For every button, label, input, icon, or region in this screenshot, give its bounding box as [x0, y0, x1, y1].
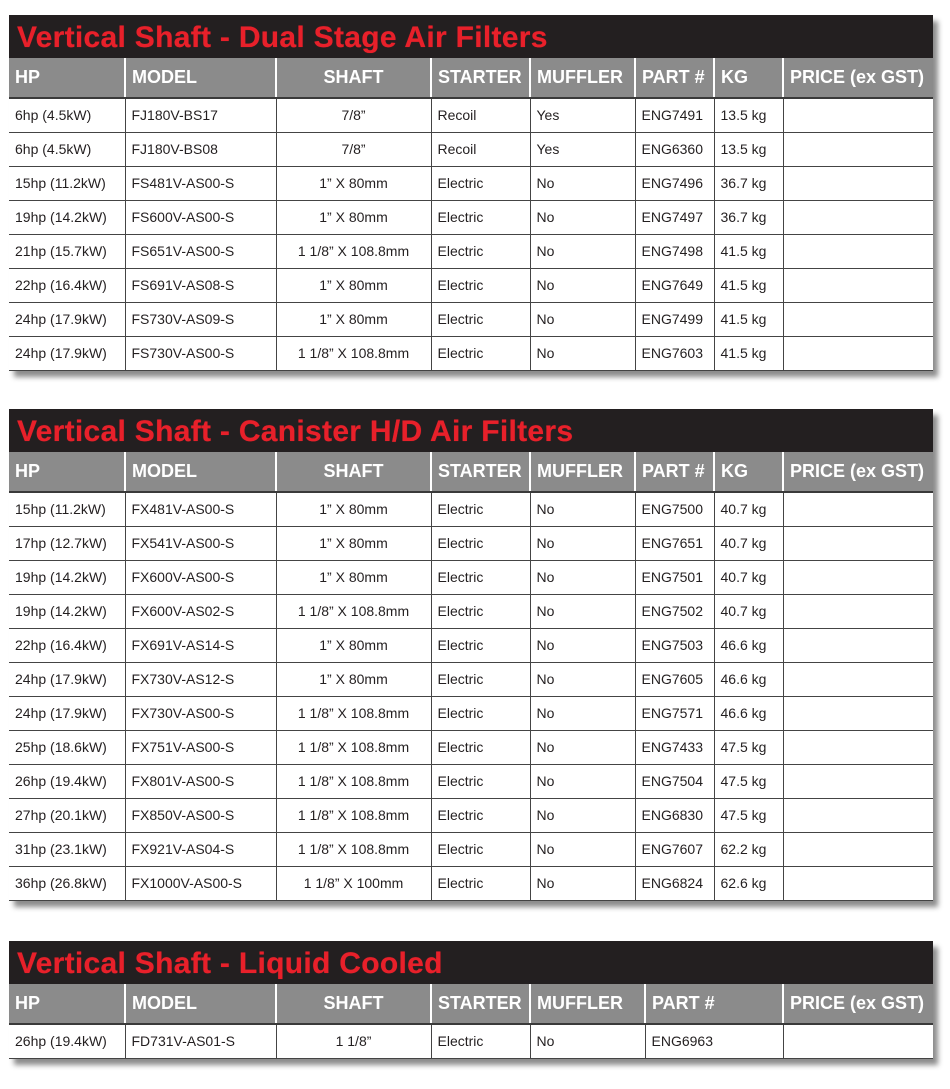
cell-model: FS600V-AS00-S — [125, 200, 276, 234]
cell-shaft: 1 1/8” X 108.8mm — [276, 594, 431, 628]
cell-hp: 31hp (23.1kW) — [9, 832, 125, 866]
cell-kg: 47.5 kg — [714, 764, 783, 798]
cell-model: FS481V-AS00-S — [125, 166, 276, 200]
table-row — [9, 594, 933, 628]
header-row — [9, 58, 933, 98]
cell-model: FX751V-AS00-S — [125, 730, 276, 764]
cell-price — [783, 764, 933, 798]
cell-shaft: 1” X 80mm — [276, 662, 431, 696]
cell-hp: 36hp (26.8kW) — [9, 866, 125, 900]
cell-kg: 40.7 kg — [714, 492, 783, 526]
cell-muffler: No — [530, 560, 635, 594]
cell-hp: 6hp (4.5kW) — [9, 98, 125, 132]
cell-model: FS730V-AS00-S — [125, 336, 276, 370]
header-price: PRICE (ex GST) — [783, 58, 933, 98]
cell-shaft: 1” X 80mm — [276, 200, 431, 234]
price-table — [9, 984, 933, 1059]
cell-hp: 17hp (12.7kW) — [9, 526, 125, 560]
cell-shaft: 1 1/8” X 100mm — [276, 866, 431, 900]
header-starter: STARTER — [431, 58, 530, 98]
header-part: PART # — [635, 58, 714, 98]
cell-model: FX921V-AS04-S — [125, 832, 276, 866]
header-hp: HP — [9, 58, 125, 98]
cell-price — [783, 234, 933, 268]
header-muffler: MUFFLER — [530, 58, 635, 98]
cell-shaft: 7/8” — [276, 132, 431, 166]
cell-price — [783, 336, 933, 370]
cell-starter: Electric — [431, 200, 530, 234]
cell-kg: 36.7 kg — [714, 200, 783, 234]
section-dual-stage — [9, 15, 933, 371]
cell-starter: Electric — [431, 730, 530, 764]
header-muffler: MUFFLER — [530, 452, 635, 492]
cell-muffler: No — [530, 832, 635, 866]
cell-starter: Electric — [431, 336, 530, 370]
cell-price — [783, 628, 933, 662]
cell-model: FX801V-AS00-S — [125, 764, 276, 798]
cell-hp: 6hp (4.5kW) — [9, 132, 125, 166]
cell-kg: 13.5 kg — [714, 132, 783, 166]
cell-price — [783, 268, 933, 302]
cell-part: ENG7501 — [635, 560, 714, 594]
section-title: Vertical Shaft - Liquid Cooled — [17, 947, 443, 980]
cell-starter: Electric — [431, 234, 530, 268]
cell-kg: 13.5 kg — [714, 98, 783, 132]
cell-muffler: No — [530, 302, 635, 336]
cell-hp: 24hp (17.9kW) — [9, 662, 125, 696]
header-kg: KG — [714, 452, 783, 492]
cell-kg: 41.5 kg — [714, 234, 783, 268]
cell-kg: 36.7 kg — [714, 166, 783, 200]
cell-starter: Electric — [431, 302, 530, 336]
cell-shaft: 1 1/8” X 108.8mm — [276, 832, 431, 866]
cell-part: ENG7496 — [635, 166, 714, 200]
cell-price — [783, 662, 933, 696]
cell-shaft: 1” X 80mm — [276, 628, 431, 662]
cell-starter: Electric — [431, 662, 530, 696]
price-table — [9, 452, 933, 901]
cell-part: ENG7491 — [635, 98, 714, 132]
table-row — [9, 628, 933, 662]
cell-muffler: No — [530, 594, 635, 628]
cell-muffler: No — [530, 628, 635, 662]
cell-model: FX730V-AS12-S — [125, 662, 276, 696]
cell-kg: 41.5 kg — [714, 336, 783, 370]
cell-price — [783, 696, 933, 730]
cell-starter: Electric — [431, 166, 530, 200]
cell-part: ENG7500 — [635, 492, 714, 526]
cell-starter: Electric — [431, 560, 530, 594]
cell-muffler: No — [530, 696, 635, 730]
table-row — [9, 696, 933, 730]
header-hp: HP — [9, 452, 125, 492]
cell-model: FJ180V-BS17 — [125, 98, 276, 132]
cell-shaft: 1” X 80mm — [276, 268, 431, 302]
table-row — [9, 234, 933, 268]
cell-shaft: 1 1/8” X 108.8mm — [276, 234, 431, 268]
cell-part: ENG7603 — [635, 336, 714, 370]
cell-starter: Recoil — [431, 132, 530, 166]
table-row — [9, 526, 933, 560]
table-row — [9, 98, 933, 132]
cell-part: ENG6824 — [635, 866, 714, 900]
cell-hp: 22hp (16.4kW) — [9, 628, 125, 662]
cell-kg: 40.7 kg — [714, 560, 783, 594]
header-starter: STARTER — [431, 452, 530, 492]
header-shaft: SHAFT — [276, 58, 431, 98]
cell-shaft: 1” X 80mm — [276, 492, 431, 526]
cell-muffler: No — [530, 166, 635, 200]
table-row — [9, 798, 933, 832]
cell-kg: 40.7 kg — [714, 594, 783, 628]
table-row — [9, 866, 933, 900]
cell-muffler: No — [530, 662, 635, 696]
header-row — [9, 984, 933, 1024]
cell-model: FX481V-AS00-S — [125, 492, 276, 526]
cell-part: ENG7503 — [635, 628, 714, 662]
cell-muffler: No — [530, 336, 635, 370]
header-shaft: SHAFT — [276, 452, 431, 492]
cell-part: ENG7651 — [635, 526, 714, 560]
cell-muffler: No — [530, 526, 635, 560]
cell-price — [783, 866, 933, 900]
table-row — [9, 166, 933, 200]
cell-hp: 15hp (11.2kW) — [9, 166, 125, 200]
header-part: PART # — [645, 984, 783, 1024]
price-table — [9, 58, 933, 371]
cell-hp: 15hp (11.2kW) — [9, 492, 125, 526]
cell-hp: 22hp (16.4kW) — [9, 268, 125, 302]
cell-part: ENG7498 — [635, 234, 714, 268]
cell-starter: Electric — [431, 492, 530, 526]
cell-model: FS730V-AS09-S — [125, 302, 276, 336]
cell-kg: 40.7 kg — [714, 526, 783, 560]
table-row — [9, 492, 933, 526]
section-liquid-cooled — [9, 941, 933, 1059]
table-row — [9, 560, 933, 594]
cell-model: FX600V-AS00-S — [125, 560, 276, 594]
header-shaft: SHAFT — [276, 984, 431, 1024]
header-muffler: MUFFLER — [530, 984, 645, 1024]
cell-kg: 46.6 kg — [714, 662, 783, 696]
cell-price — [783, 526, 933, 560]
cell-muffler: No — [530, 730, 635, 764]
cell-price — [783, 1024, 933, 1058]
cell-model: FX1000V-AS00-S — [125, 866, 276, 900]
table-row — [9, 302, 933, 336]
cell-starter: Electric — [431, 696, 530, 730]
cell-kg: 46.6 kg — [714, 696, 783, 730]
header-price: PRICE (ex GST) — [783, 984, 933, 1024]
cell-part: ENG6830 — [635, 798, 714, 832]
cell-hp: 24hp (17.9kW) — [9, 336, 125, 370]
cell-muffler: No — [530, 866, 635, 900]
table-row — [9, 268, 933, 302]
cell-hp: 26hp (19.4kW) — [9, 764, 125, 798]
cell-starter: Electric — [431, 832, 530, 866]
section-title-bar — [9, 15, 933, 58]
cell-kg: 47.5 kg — [714, 798, 783, 832]
cell-part: ENG7499 — [635, 302, 714, 336]
cell-model: FX691V-AS14-S — [125, 628, 276, 662]
cell-price — [783, 302, 933, 336]
cell-muffler: No — [530, 798, 635, 832]
cell-starter: Electric — [431, 764, 530, 798]
cell-part: ENG7502 — [635, 594, 714, 628]
cell-muffler: No — [530, 268, 635, 302]
cell-part: ENG6360 — [635, 132, 714, 166]
cell-shaft: 1 1/8” X 108.8mm — [276, 798, 431, 832]
cell-model: FJ180V-BS08 — [125, 132, 276, 166]
cell-starter: Recoil — [431, 98, 530, 132]
cell-price — [783, 832, 933, 866]
table-row — [9, 764, 933, 798]
cell-muffler: No — [530, 234, 635, 268]
cell-price — [783, 98, 933, 132]
cell-part: ENG7607 — [635, 832, 714, 866]
header-row — [9, 452, 933, 492]
cell-model: FD731V-AS01-S — [125, 1024, 276, 1058]
cell-part: ENG7649 — [635, 268, 714, 302]
header-kg: KG — [714, 58, 783, 98]
cell-hp: 24hp (17.9kW) — [9, 302, 125, 336]
header-part: PART # — [635, 452, 714, 492]
cell-hp: 21hp (15.7kW) — [9, 234, 125, 268]
cell-muffler: No — [530, 492, 635, 526]
table-row — [9, 132, 933, 166]
cell-price — [783, 594, 933, 628]
cell-shaft: 1” X 80mm — [276, 302, 431, 336]
table-row — [9, 662, 933, 696]
section-canister — [9, 409, 933, 901]
cell-muffler: Yes — [530, 98, 635, 132]
cell-price — [783, 798, 933, 832]
header-model: MODEL — [125, 452, 276, 492]
section-title-bar — [9, 409, 933, 452]
header-starter: STARTER — [431, 984, 530, 1024]
cell-kg: 47.5 kg — [714, 730, 783, 764]
cell-starter: Electric — [431, 628, 530, 662]
cell-starter: Electric — [431, 526, 530, 560]
cell-shaft: 1” X 80mm — [276, 526, 431, 560]
header-price: PRICE (ex GST) — [783, 452, 933, 492]
cell-starter: Electric — [431, 1024, 530, 1058]
cell-shaft: 1 1/8” X 108.8mm — [276, 336, 431, 370]
cell-shaft: 1” X 80mm — [276, 560, 431, 594]
cell-price — [783, 492, 933, 526]
cell-model: FX600V-AS02-S — [125, 594, 276, 628]
header-model: MODEL — [125, 58, 276, 98]
table-row — [9, 336, 933, 370]
header-hp: HP — [9, 984, 125, 1024]
cell-starter: Electric — [431, 866, 530, 900]
cell-hp: 19hp (14.2kW) — [9, 200, 125, 234]
cell-model: FS651V-AS00-S — [125, 234, 276, 268]
header-model: MODEL — [125, 984, 276, 1024]
cell-hp: 19hp (14.2kW) — [9, 560, 125, 594]
cell-price — [783, 200, 933, 234]
cell-shaft: 7/8” — [276, 98, 431, 132]
cell-starter: Electric — [431, 798, 530, 832]
cell-kg: 41.5 kg — [714, 268, 783, 302]
table-row — [9, 832, 933, 866]
table-row — [9, 200, 933, 234]
cell-muffler: No — [530, 1024, 645, 1058]
cell-starter: Electric — [431, 594, 530, 628]
section-title: Vertical Shaft - Canister H/D Air Filters — [17, 415, 574, 448]
cell-price — [783, 132, 933, 166]
cell-shaft: 1” X 80mm — [276, 166, 431, 200]
cell-model: FX850V-AS00-S — [125, 798, 276, 832]
table-row — [9, 1024, 933, 1058]
cell-hp: 26hp (19.4kW) — [9, 1024, 125, 1058]
cell-part: ENG7497 — [635, 200, 714, 234]
cell-starter: Electric — [431, 268, 530, 302]
cell-hp: 25hp (18.6kW) — [9, 730, 125, 764]
cell-shaft: 1 1/8” X 108.8mm — [276, 696, 431, 730]
section-title: Vertical Shaft - Dual Stage Air Filters — [17, 21, 548, 54]
cell-kg: 62.2 kg — [714, 832, 783, 866]
cell-part: ENG7571 — [635, 696, 714, 730]
cell-shaft: 1 1/8” X 108.8mm — [276, 730, 431, 764]
cell-model: FX730V-AS00-S — [125, 696, 276, 730]
cell-model: FS691V-AS08-S — [125, 268, 276, 302]
cell-shaft: 1 1/8” X 108.8mm — [276, 764, 431, 798]
cell-hp: 19hp (14.2kW) — [9, 594, 125, 628]
cell-hp: 24hp (17.9kW) — [9, 696, 125, 730]
cell-muffler: No — [530, 764, 635, 798]
section-title-bar — [9, 941, 933, 984]
cell-hp: 27hp (20.1kW) — [9, 798, 125, 832]
table-row — [9, 730, 933, 764]
cell-part: ENG7605 — [635, 662, 714, 696]
cell-kg: 41.5 kg — [714, 302, 783, 336]
cell-price — [783, 730, 933, 764]
cell-model: FX541V-AS00-S — [125, 526, 276, 560]
cell-price — [783, 166, 933, 200]
cell-muffler: Yes — [530, 132, 635, 166]
cell-kg: 46.6 kg — [714, 628, 783, 662]
cell-part: ENG6963 — [645, 1024, 783, 1058]
cell-price — [783, 560, 933, 594]
cell-part: ENG7504 — [635, 764, 714, 798]
cell-shaft: 1 1/8” — [276, 1024, 431, 1058]
cell-part: ENG7433 — [635, 730, 714, 764]
cell-kg: 62.6 kg — [714, 866, 783, 900]
cell-muffler: No — [530, 200, 635, 234]
